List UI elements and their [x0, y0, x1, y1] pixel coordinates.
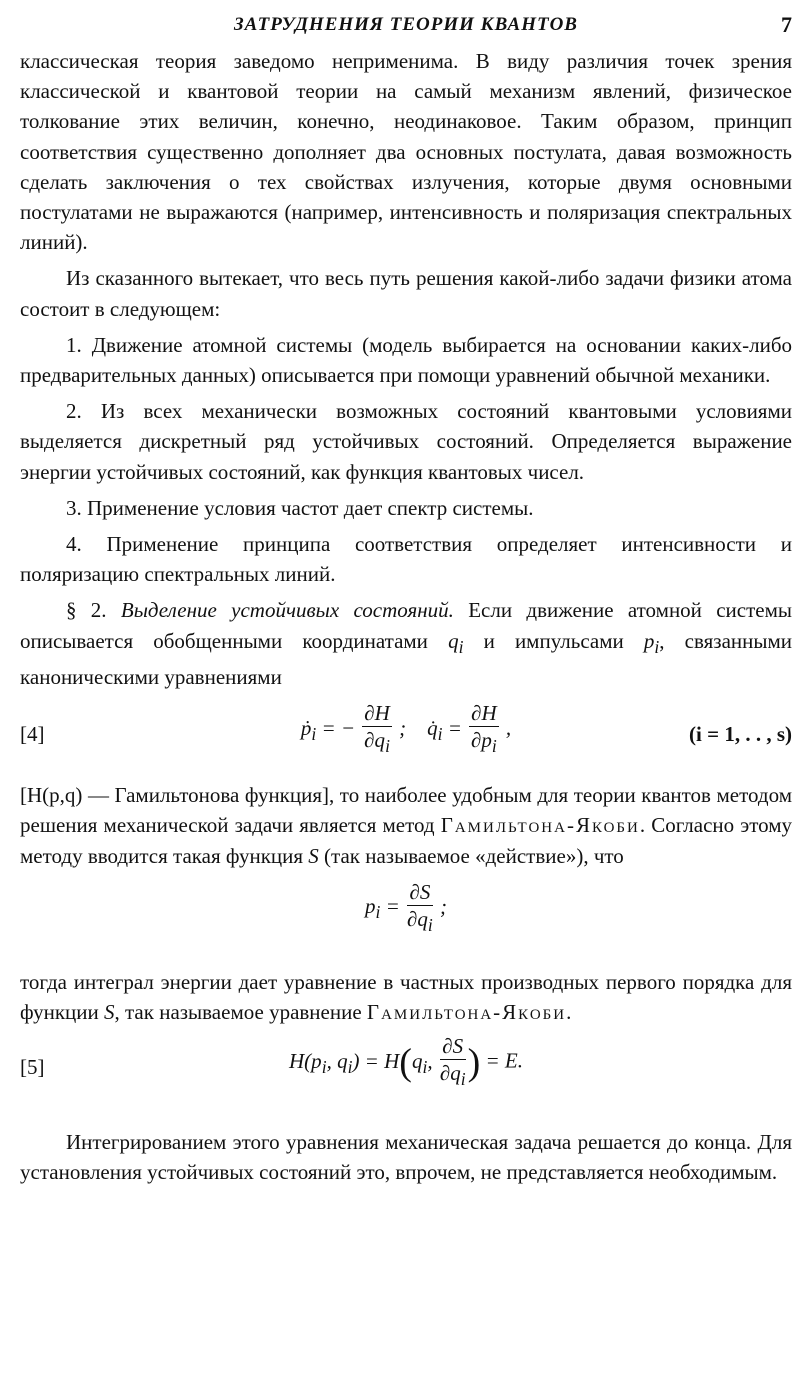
page-header: [20, 14, 792, 46]
after-eq4-text-c: (так называемое «действие»), что: [324, 843, 624, 868]
after-eq4-text-a: [H(p,q) — Гамильтонова функция], то наиболее удобным для теории квантов методом решения механической задачи является метод: [20, 783, 792, 838]
equation-5-formula: $H(p_i$, $q_i) = H(q_i$, $\frac{\partial S}{\partial q_i}$ ) = E.: [289, 1034, 523, 1090]
after-eq4-text-b: . Согласно этому методу вводится такая функция: [20, 813, 793, 868]
equation-momentum: [20, 879, 792, 959]
section-text-b: и импульсами: [483, 628, 624, 653]
section-text-a: Если движение атомной системы описывается обобщенными координатами: [20, 598, 793, 653]
section-mark: § 2.: [66, 598, 107, 623]
running-head: ЗАТРУДНЕНИЯ ТЕОРИИ КВАНТОВ: [234, 14, 578, 35]
paragraph-1: классическая теория заведомо неприменима. В виду различия точек зрения классической и квантовой теории на самый механизм явлений, физическое толкование этих величин, конечно, неодинаковое. Таким образом, принцип соответствия существенно дополняет два основных постулата, давая возможность сделать заключения о тех свойствах излучения, которые двумя основными постулатами не выражаются (например, интенсивность и поляризация спектральных линий).: [20, 49, 792, 255]
final-paragraph: Интегрированием этого уравнения механическая задача решается до конца. Для установления устойчивых состояний это, впрочем, не представляется необходимым.: [20, 1130, 792, 1185]
page-number: 7: [781, 12, 792, 37]
energy-text-a: тогда интеграл энергии дает уравнение в частных производных первого порядка для функции: [20, 969, 792, 1025]
equation-5-label: [5]: [20, 1055, 45, 1080]
section-2-paragraph: § 2. Выделение устойчивых состояний. Если движение атомной системы описывается обобщенными координатами $q_i$ и импульсами $p_i$, связанными каноническими уравнениями: [20, 598, 793, 690]
hamilton-jacobi-name-1: Гамильтона-Якоби: [440, 813, 640, 838]
section-title: Выделение устойчивых состояний.: [120, 598, 454, 623]
energy-text-b: , так называемое уравнение: [114, 1000, 362, 1025]
equation-4: [20, 700, 792, 772]
paragraph-hamilton: [H(p,q) — Гамильтонова функция], то наиболее удобным для теории квантов методом решения механической задачи является метод Гамильтона-Якоби. Согласно этому методу вводится такая функция S (так называемое «действие»), что: [20, 783, 793, 868]
hamilton-jacobi-name-2: Гамильтона-Якоби: [366, 1000, 567, 1025]
paragraph-2: Из сказанного вытекает, что весь путь решения какой-либо задачи физики атома состоит в следующем:: [20, 266, 792, 321]
equation-5: [20, 1033, 792, 1109]
list-item-4: 4. Применение принципа соответствия определяет интенсивности и поляризацию спектральных линий.: [20, 532, 792, 587]
equation-4-range: (i = 1, . . , s): [689, 722, 792, 747]
equation-4-formula: ṗ$_i$ = − $\frac{\partial H}{\partial q_i}$ ; $q̇_i$ = $\frac{\partial H}{\partial p_i}$ ,: [300, 701, 512, 757]
list-item-2: 2. Из всех механически возможных состояний квантовыми условиями выделяется дискретный ряд устойчивых состояний. Определяется выражение энергии устойчивых состояний, как функция квантовых чисел.: [20, 399, 792, 484]
list-item-1: 1. Движение атомной системы (модель выбирается на основании каких-либо предварительных данных) описывается при помощи уравнений обычной механики.: [20, 332, 792, 388]
section-text-c: , связанными каноническими уравнениями: [20, 628, 793, 690]
equation-4-label: [4]: [20, 722, 45, 747]
paragraph-energy-integral: тогда интеграл энергии дает уравнение в частных производных первого порядка для функции S, так называемое уравнение Гамильтона-Якоби.: [20, 969, 792, 1025]
list-item-3: 3. Применение условия частот дает спектр системы.: [66, 495, 534, 520]
equation-momentum-formula: $p_i$ = $\frac{\partial S}{\partial q_i}$ ;: [364, 879, 448, 936]
